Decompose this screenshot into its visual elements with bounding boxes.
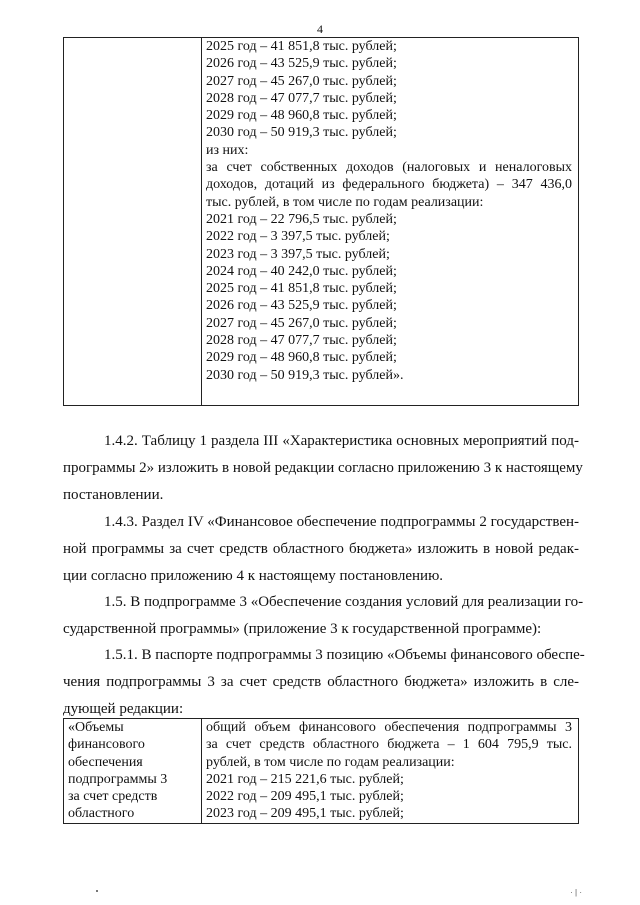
year-line: 2028 год – 47 077,7 тыс. рублей;: [206, 333, 397, 349]
footer-marks: · | ·: [570, 888, 582, 897]
paragraph-1-4-3: [63, 509, 579, 590]
year-line: 2021 год – 215 221,6 тыс. рублей;: [206, 771, 404, 787]
scan-artifact-dot: [96, 890, 98, 892]
paragraph-line: дующей редакции:: [63, 701, 184, 717]
table-cell-funding-details: [202, 38, 579, 406]
total-funding-text: за счет средств областного бюджета – 1 604 795,9 тыс.: [206, 737, 572, 753]
year-line: 2026 год – 43 525,9 тыс. рублей;: [206, 298, 397, 314]
year-line: 2030 год – 50 919,3 тыс. рублей;: [206, 125, 397, 141]
funding-table-subprogram-3: [63, 718, 579, 824]
position-name-line: областного: [68, 806, 135, 822]
paragraph-line: ной программы за счет средств областного бюджета» изложить в новой редак-: [63, 541, 579, 557]
year-line: 2027 год – 45 267,0 тыс. рублей;: [206, 315, 397, 331]
year-line: 2030 год – 50 919,3 тыс. рублей».: [206, 367, 404, 383]
own-income-text: тыс. рублей, в том числе по годам реализации:: [206, 194, 484, 210]
own-income-text: доходов, дотаций из федерального бюджета) – 347 436,0: [206, 177, 572, 193]
year-line: 2028 год – 47 077,7 тыс. рублей;: [206, 90, 397, 106]
position-name-line: «Объемы: [68, 720, 124, 735]
year-line: 2027 год – 45 267,0 тыс. рублей;: [206, 73, 397, 89]
paragraph-line: ции согласно приложению 4 к настоящему постановлению.: [63, 568, 444, 584]
paragraph-line: 1.4.3. Раздел IV «Финансовое обеспечение подпрограммы 2 государствен-: [104, 514, 579, 530]
table-cell-empty: [64, 38, 202, 406]
year-line: 2024 год – 40 242,0 тыс. рублей;: [206, 263, 397, 279]
year-line: 2021 год – 22 796,5 тыс. рублей;: [206, 211, 397, 227]
position-name-line: подпрограммы 3: [68, 771, 168, 787]
total-funding-text: рублей, в том числе по годам реализации:: [206, 754, 455, 770]
paragraph-line: программы 2» изложить в новой редакции согласно приложению 3 к настоящему: [63, 460, 583, 476]
table-row: [64, 719, 579, 824]
paragraph-line: сударственной программы» (приложение 3 к государственной программе):: [63, 621, 542, 637]
year-line: 2025 год – 41 851,8 тыс. рублей;: [206, 39, 397, 54]
paragraph-1-4-2: [63, 428, 583, 509]
paragraph-line: чения подпрограммы 3 за счет средств областного бюджета» изложить в сле-: [63, 674, 579, 690]
paragraph-line: постановлении.: [63, 487, 164, 503]
paragraph-line: 1.4.2. Таблицу 1 раздела III «Характеристика основных мероприятий под-: [104, 433, 579, 449]
paragraph-1-5-1: [63, 642, 585, 723]
year-line: 2029 год – 48 960,8 тыс. рублей;: [206, 350, 397, 366]
position-name-line: финансового: [68, 737, 145, 753]
page-number: 4: [317, 22, 323, 36]
total-funding-text: общий объем финансового обеспечения подпрограммы 3: [206, 720, 572, 735]
table-row: [64, 38, 579, 406]
own-income-text: за счет собственных доходов (налоговых и неналоговых: [206, 160, 572, 176]
paragraph-line: 1.5.1. В паспорте подпрограммы 3 позицию «Объемы финансового обеспе-: [104, 647, 585, 663]
position-name-line: за счет средств: [68, 789, 158, 805]
year-line: 2026 год – 43 525,9 тыс. рублей;: [206, 56, 397, 72]
year-line: 2022 год – 3 397,5 тыс. рублей;: [206, 229, 390, 245]
funding-table-continuation: [63, 37, 579, 406]
year-line: 2022 год – 209 495,1 тыс. рублей;: [206, 789, 404, 805]
year-line: 2023 год – 209 495,1 тыс. рублей;: [206, 806, 404, 822]
position-name-line: обеспечения: [68, 754, 143, 770]
paragraph-1-5: [63, 589, 584, 643]
year-line: 2023 год – 3 397,5 тыс. рублей;: [206, 246, 390, 262]
of-which-label: из них:: [206, 142, 249, 158]
table-cell-position-name: [64, 719, 202, 824]
year-line: 2029 год – 48 960,8 тыс. рублей;: [206, 108, 397, 124]
year-line: 2025 год – 41 851,8 тыс. рублей;: [206, 281, 397, 297]
paragraph-line: 1.5. В подпрограмме 3 «Обеспечение создания условий для реализации го-: [104, 594, 584, 610]
table-cell-funding-details: [202, 719, 579, 824]
